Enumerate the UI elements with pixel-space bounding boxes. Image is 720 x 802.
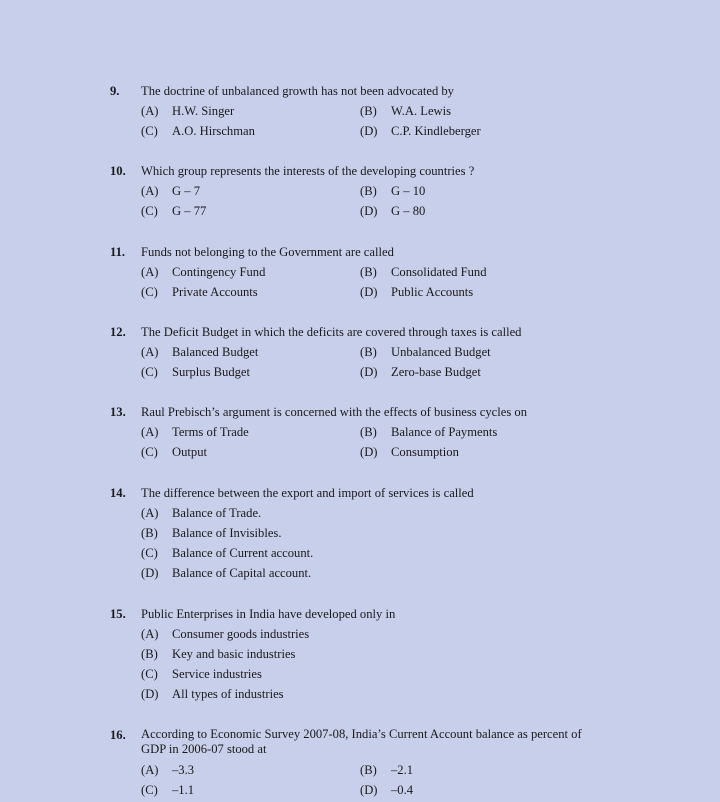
question-13 (110, 402, 630, 462)
question-text: Public Enterprises in India have developed only in (141, 607, 396, 621)
option-text: Balance of Invisibles. (172, 526, 282, 540)
option-text: G – 7 (172, 184, 200, 198)
option-letter: (C) (141, 783, 158, 797)
option-d (360, 442, 459, 462)
option-text: –3.3 (172, 763, 195, 777)
question-text: The difference between the export and import of services is called (141, 486, 474, 500)
option-text: Output (172, 445, 207, 459)
option-a (141, 624, 309, 644)
option-d (360, 201, 425, 221)
question-number: 9. (110, 84, 120, 98)
option-c (141, 201, 206, 221)
option-text: Terms of Trade (172, 425, 249, 439)
option-d (360, 282, 473, 302)
option-letter: (B) (360, 763, 377, 777)
option-a (141, 342, 258, 362)
option-letter: (C) (141, 667, 158, 681)
option-letter: (C) (141, 285, 158, 299)
option-c (141, 780, 194, 800)
options-list (110, 503, 630, 583)
option-a (141, 181, 200, 201)
option-letter: (C) (141, 124, 158, 138)
option-b (360, 262, 487, 282)
option-letter: (D) (360, 285, 378, 299)
option-d (141, 563, 311, 583)
question-10 (110, 161, 630, 221)
options-grid (110, 760, 630, 800)
option-text: Surplus Budget (172, 365, 251, 379)
options-grid (110, 181, 630, 221)
option-letter: (A) (141, 506, 159, 520)
option-text: Consumption (391, 445, 459, 459)
question-16 (110, 725, 630, 800)
question-number: 10. (110, 164, 126, 178)
question-number: 15. (110, 607, 126, 621)
option-b (141, 644, 295, 664)
question-number: 11. (110, 245, 126, 259)
option-d (141, 684, 284, 704)
option-letter: (B) (360, 104, 377, 118)
option-letter: (D) (360, 365, 378, 379)
option-d (360, 121, 481, 141)
option-letter: (D) (360, 445, 378, 459)
option-b (360, 181, 425, 201)
option-a (141, 101, 234, 121)
option-text: Balanced Budget (172, 345, 259, 359)
question-number: 14. (110, 486, 126, 500)
option-letter: (B) (360, 265, 377, 279)
question-text (141, 727, 621, 757)
option-letter: (D) (141, 687, 159, 701)
option-a (141, 262, 265, 282)
option-c (141, 664, 262, 684)
option-text: A.O. Hirschman (172, 124, 255, 138)
option-d (360, 780, 413, 800)
option-letter: (C) (141, 365, 158, 379)
question-number: 16. (110, 728, 126, 742)
option-a (141, 760, 194, 780)
options-grid (110, 262, 630, 302)
option-text: C.P. Kindleberger (391, 124, 481, 138)
option-letter: (C) (141, 204, 158, 218)
question-9 (110, 81, 630, 141)
question-text-line-2: GDP in 2006-07 stood at (141, 742, 267, 756)
option-b (360, 760, 413, 780)
option-c (141, 543, 313, 563)
option-letter: (A) (141, 265, 159, 279)
question-number: 12. (110, 325, 126, 339)
question-11 (110, 242, 630, 302)
options-grid (110, 101, 630, 141)
option-letter: (B) (141, 647, 158, 661)
option-letter: (C) (141, 445, 158, 459)
option-text: G – 10 (391, 184, 426, 198)
option-c (141, 362, 250, 382)
option-text: G – 77 (172, 204, 207, 218)
option-text: W.A. Lewis (391, 104, 452, 118)
question-text: The Deficit Budget in which the deficits are covered through taxes is called (141, 325, 522, 339)
option-letter: (B) (360, 425, 377, 439)
option-text: Balance of Payments (391, 425, 498, 439)
question-14 (110, 483, 630, 583)
option-text: –1.1 (172, 783, 195, 797)
option-letter: (D) (360, 204, 378, 218)
question-text: The doctrine of unbalanced growth has not been advocated by (141, 84, 454, 98)
question-15 (110, 604, 630, 704)
question-text: Raul Prebisch’s argument is concerned with the effects of business cycles on (141, 405, 527, 419)
question-text: Which group represents the interests of the developing countries ? (141, 164, 475, 178)
question-number: 13. (110, 405, 126, 419)
option-text: Zero-base Budget (391, 365, 481, 379)
option-c (141, 442, 207, 462)
option-d (360, 362, 481, 382)
option-letter: (B) (360, 345, 377, 359)
question-text-line-1: According to Economic Survey 2007-08, India’s Current Account balance as percent of (141, 727, 582, 741)
option-text: Unbalanced Budget (391, 345, 491, 359)
option-text: G – 80 (391, 204, 426, 218)
options-list (110, 624, 630, 704)
option-text: Private Accounts (172, 285, 258, 299)
option-letter: (A) (141, 627, 159, 641)
option-letter: (B) (360, 184, 377, 198)
option-text: Consumer goods industries (172, 627, 310, 641)
option-letter: (B) (141, 526, 158, 540)
option-letter: (A) (141, 763, 159, 777)
option-text: All types of industries (172, 687, 284, 701)
option-text: Public Accounts (391, 285, 474, 299)
option-letter: (A) (141, 425, 159, 439)
option-text: –2.1 (391, 763, 414, 777)
options-grid (110, 342, 630, 382)
option-text: Balance of Capital account. (172, 566, 312, 580)
option-letter: (A) (141, 184, 159, 198)
option-c (141, 282, 258, 302)
option-letter: (C) (141, 546, 158, 560)
option-a (141, 503, 261, 523)
option-text: Consolidated Fund (391, 265, 487, 279)
option-text: Contingency Fund (172, 265, 266, 279)
option-b (360, 101, 451, 121)
option-text: –0.4 (391, 783, 414, 797)
option-a (141, 422, 249, 442)
option-c (141, 121, 255, 141)
option-text: Balance of Current account. (172, 546, 314, 560)
option-b (360, 422, 497, 442)
option-text: H.W. Singer (172, 104, 235, 118)
option-text: Key and basic industries (172, 647, 296, 661)
question-text: Funds not belonging to the Government are called (141, 245, 394, 259)
option-text: Balance of Trade. (172, 506, 262, 520)
option-letter: (D) (360, 124, 378, 138)
option-letter: (A) (141, 104, 159, 118)
option-b (360, 342, 491, 362)
option-letter: (D) (141, 566, 159, 580)
question-12 (110, 322, 630, 382)
option-b (141, 523, 281, 543)
options-grid (110, 422, 630, 462)
option-letter: (D) (360, 783, 378, 797)
option-text: Service industries (172, 667, 262, 681)
option-letter: (A) (141, 345, 159, 359)
